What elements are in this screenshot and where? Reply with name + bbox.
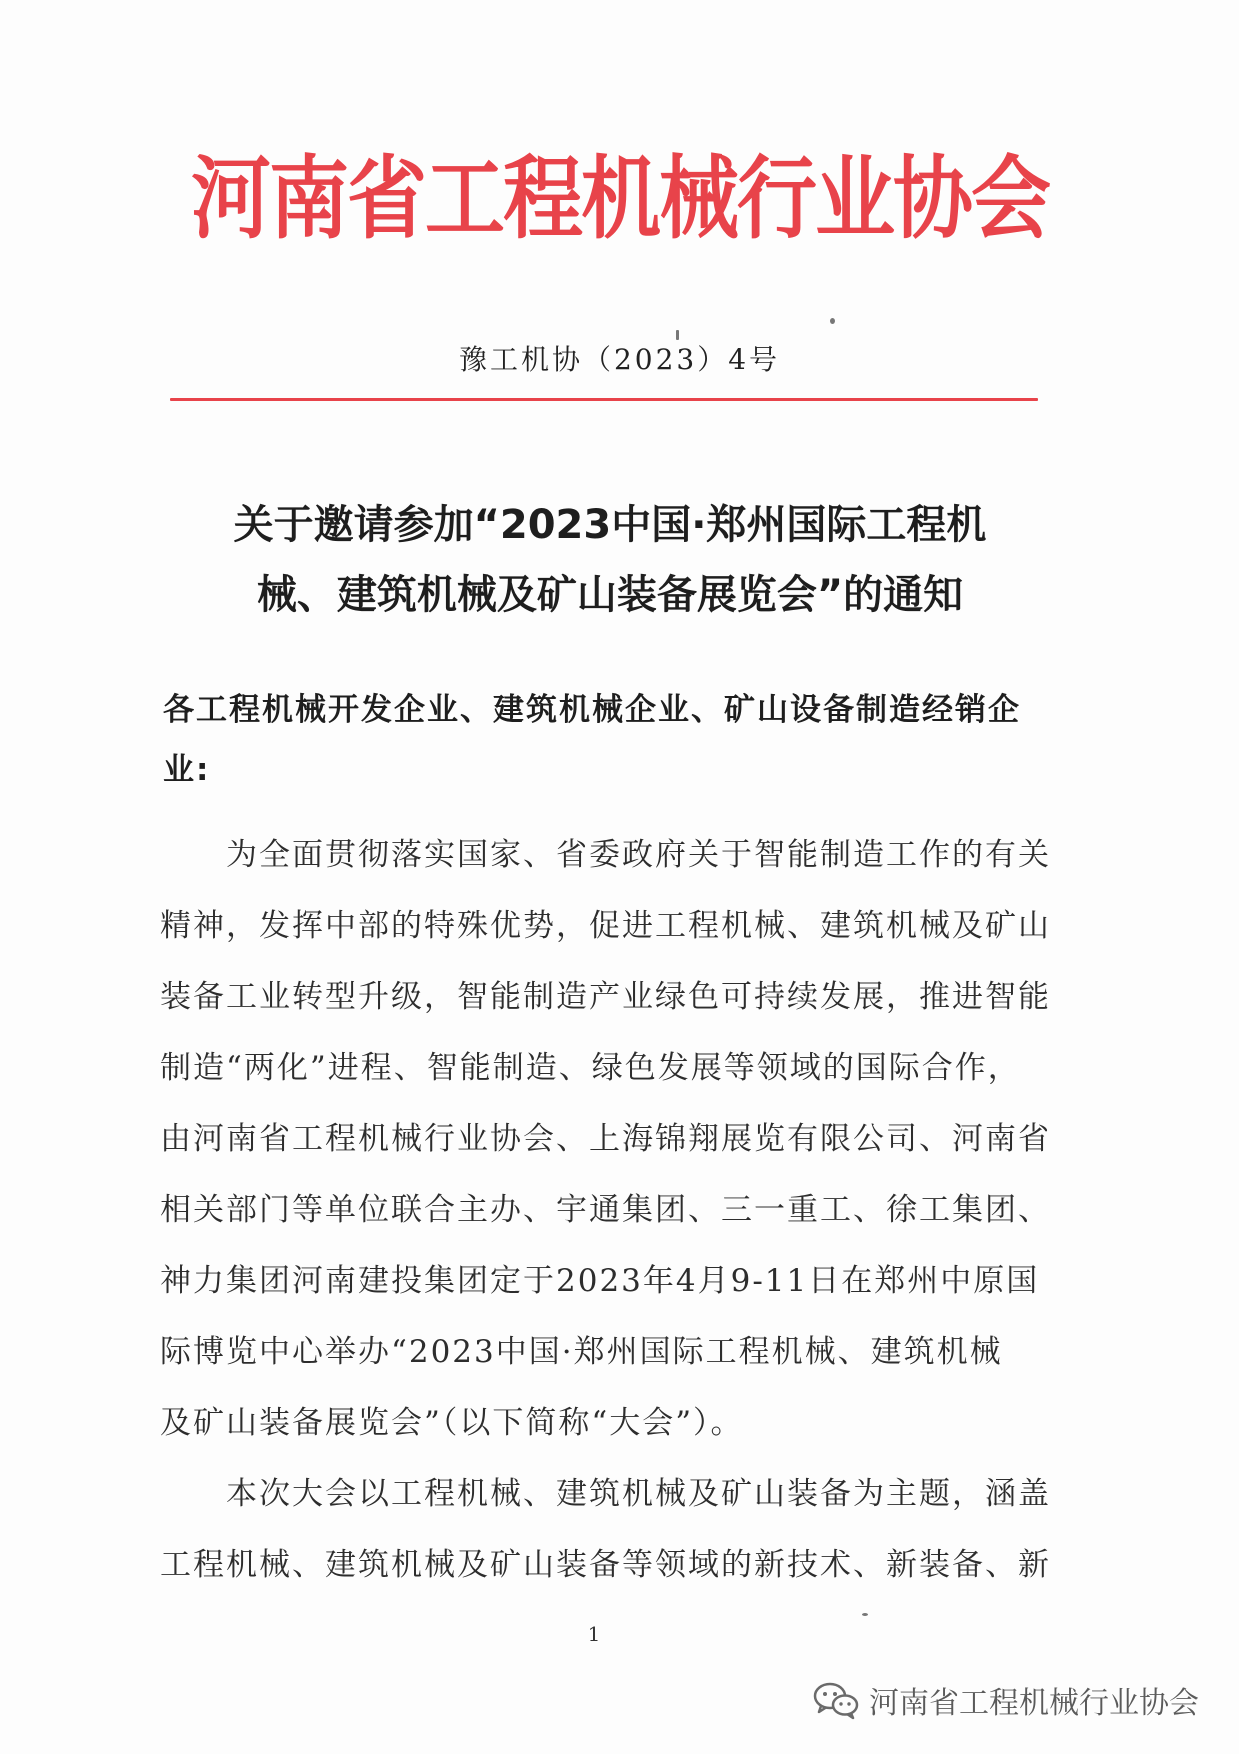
body-text xyxy=(160,820,1060,1601)
body-line: 际博览中心举办“2023中国·郑州国际工程机械、建筑机械 xyxy=(160,1334,1003,1370)
org-header: 河南省工程机械行业协会 xyxy=(191,146,1049,251)
notice-title xyxy=(160,490,1060,630)
recipients xyxy=(163,680,1063,800)
body-line: 神力集团河南建投集团定于2023年4月9-11日在郑州中原国 xyxy=(160,1263,1040,1299)
wechat-watermark xyxy=(813,1678,1199,1722)
body-line: 装备工业转型升级，智能制造产业绿色可持续发展，推进智能 xyxy=(160,979,1051,1015)
wechat-icon xyxy=(813,1680,859,1720)
page-number: 1 xyxy=(587,1622,601,1646)
red-divider xyxy=(170,398,1038,401)
body-line: 本次大会以工程机械、建筑机械及矿山装备为主题，涵盖 xyxy=(160,1476,1051,1512)
body-line: 制造“两化”进程、智能制造、绿色发展等领域的国际合作， xyxy=(160,1050,1021,1086)
scan-speck xyxy=(830,318,835,324)
body-line: 及矿山装备展览会”（以下简称“大会”）。 xyxy=(160,1405,744,1441)
notice-title-line-1: 关于邀请参加“2023中国·郑州国际工程机 xyxy=(233,502,987,548)
scan-speck xyxy=(676,330,679,340)
watermark-text: 河南省工程机械行业协会 xyxy=(869,1686,1199,1721)
scan-speck xyxy=(862,1613,868,1616)
recipients-line-2: 业: xyxy=(163,752,211,788)
body-line: 由河南省工程机械行业协会、上海锦翔展览有限公司、河南省 xyxy=(160,1121,1051,1157)
body-line: 精神，发挥中部的特殊优势，促进工程机械、建筑机械及矿山 xyxy=(160,908,1051,944)
body-line: 为全面贯彻落实国家、省委政府关于智能制造工作的有关 xyxy=(160,837,1051,873)
document-number: 豫工机协（2023）4号 xyxy=(458,343,781,376)
recipients-line-1: 各工程机械开发企业、建筑机械企业、矿山设备制造经销企 xyxy=(163,692,1021,728)
body-line: 工程机械、建筑机械及矿山装备等领域的新技术、新装备、新 xyxy=(160,1547,1051,1583)
notice-title-line-2: 械、建筑机械及矿山装备展览会”的通知 xyxy=(256,572,964,618)
body-line: 相关部门等单位联合主办、宇通集团、三一重工、徐工集团、 xyxy=(160,1192,1051,1228)
